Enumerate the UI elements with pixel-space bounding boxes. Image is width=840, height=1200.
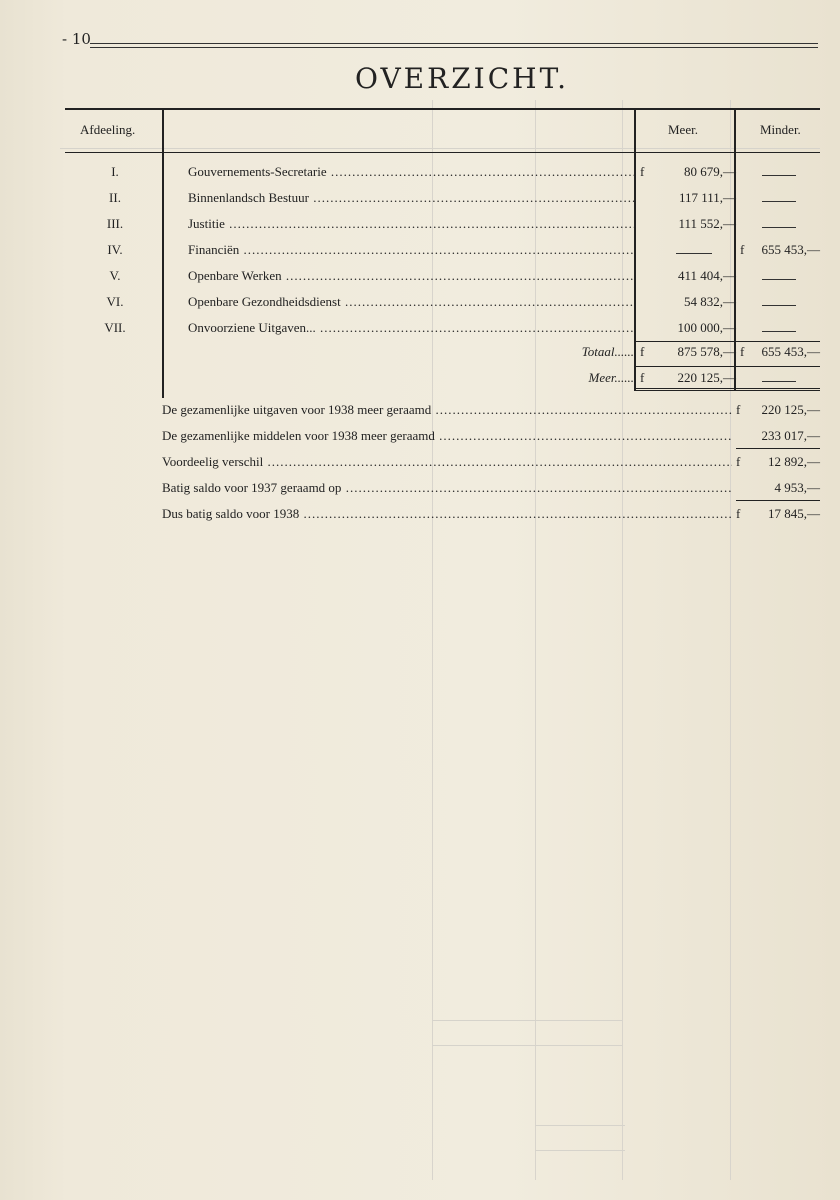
meer-value: 80 679,— <box>684 164 736 179</box>
totaal-label: Totaal...... <box>581 344 634 359</box>
row-label: Onvoorziene Uitgaven... ..... <box>188 320 634 336</box>
page-number-value: 10 <box>71 30 91 48</box>
header-minder: Minder. <box>760 122 801 137</box>
row-number: II. <box>109 190 121 205</box>
meer-value: 54 832,— <box>684 294 736 309</box>
empty-dash <box>676 253 712 254</box>
summary-value: 220 125,— <box>761 402 820 417</box>
summary-value: 17 845,— <box>768 506 820 521</box>
empty-dash <box>762 331 796 332</box>
bleed-line <box>60 148 820 149</box>
double-rule <box>634 388 820 391</box>
empty-dash <box>762 227 796 228</box>
summary-rule <box>736 500 820 501</box>
table-top-rule <box>65 108 820 110</box>
row-number: IV. <box>107 242 123 257</box>
header-meer: Meer. <box>668 122 698 137</box>
empty-dash <box>762 201 796 202</box>
row-label: Financiën ..... <box>188 242 634 258</box>
currency-f: f <box>736 454 741 469</box>
currency-f: f <box>640 344 645 359</box>
summary-label: Dus batig saldo voor 1938 ..... <box>162 506 732 522</box>
table-row <box>0 268 840 290</box>
currency-f: f <box>740 242 745 257</box>
row-label: Openbare Gezondheidsdienst ..... <box>188 294 634 310</box>
summary-value: 4 953,— <box>774 480 820 495</box>
bleed-line <box>432 1020 622 1021</box>
row-label: Gouvernements-Secretarie ..... <box>188 164 634 180</box>
meer-value: 411 404,— <box>677 268 736 283</box>
row-number: VII. <box>104 320 126 335</box>
summary-line <box>0 402 840 424</box>
meer-label: Meer...... <box>588 370 634 385</box>
empty-dash <box>762 381 796 382</box>
minder-value: 655 453,— <box>761 242 820 257</box>
empty-dash <box>762 305 796 306</box>
summary-line <box>0 480 840 502</box>
row-number: V. <box>109 268 121 283</box>
table-row <box>0 294 840 316</box>
bleed-line <box>535 1150 625 1151</box>
header-afdeeling: Afdeeling. <box>80 122 136 137</box>
row-label: Justitie ..... <box>188 216 634 232</box>
summary-line <box>0 428 840 450</box>
currency-f: f <box>736 506 741 521</box>
summary-label: De gezamenlijke uitgaven voor 1938 meer geraamd ..... <box>162 402 732 418</box>
meer-total-value: 220 125,— <box>677 370 736 385</box>
top-rule <box>90 43 818 44</box>
page-number: - 10 <box>62 30 91 48</box>
table-row <box>0 216 840 238</box>
meer-value: 111 552,— <box>678 216 736 231</box>
bleed-line <box>535 1125 625 1126</box>
meer-value: 117 111,— <box>678 190 736 205</box>
subtotal-rule <box>634 341 820 342</box>
bleed-line <box>432 1045 622 1046</box>
summary-value: 12 892,— <box>768 454 820 469</box>
summary-label: Voordeelig verschil ..... <box>162 454 732 470</box>
currency-f: f <box>736 402 741 417</box>
table-row <box>0 320 840 342</box>
currency-f: f <box>640 164 645 179</box>
summary-label: Batig saldo voor 1937 geraamd op ..... <box>162 480 732 496</box>
totaal-minder-value: 655 453,— <box>761 344 820 359</box>
empty-dash <box>762 279 796 280</box>
totaal-meer-value: 875 578,— <box>677 344 736 359</box>
summary-label: De gezamenlijke middelen voor 1938 meer geraamd ..... <box>162 428 732 444</box>
table-row <box>0 242 840 264</box>
meer-value: 100 000,— <box>677 320 736 335</box>
summary-value: 233 017,— <box>761 428 820 443</box>
total-rule <box>634 366 820 367</box>
summary-line <box>0 506 840 528</box>
top-rule <box>90 47 818 48</box>
row-number: I. <box>111 164 119 179</box>
currency-f: f <box>640 370 645 385</box>
row-number: III. <box>106 216 124 231</box>
summary-line <box>0 454 840 476</box>
currency-f: f <box>740 344 745 359</box>
totaal-row <box>0 344 840 366</box>
table-row <box>0 164 840 186</box>
empty-dash <box>762 175 796 176</box>
summary-rule <box>736 448 820 449</box>
row-label: Openbare Werken ..... <box>188 268 634 284</box>
page-title: OVERZICHT. <box>355 62 570 95</box>
table-row <box>0 190 840 212</box>
row-label: Binnenlandsch Bestuur ..... <box>188 190 634 206</box>
row-number: VI. <box>106 294 124 309</box>
table-header-rule <box>65 152 820 153</box>
